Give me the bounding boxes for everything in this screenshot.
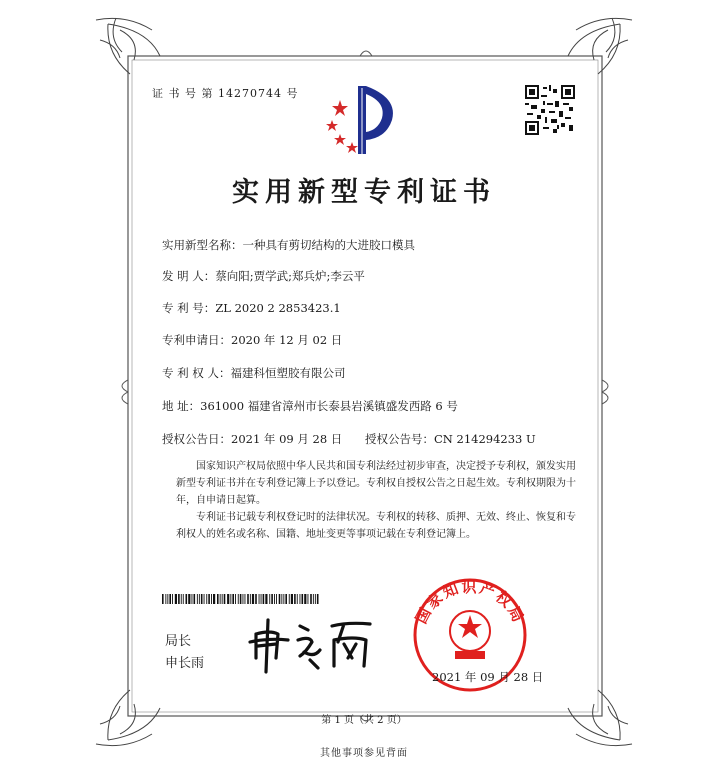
field-label: 授权公告号：	[365, 432, 434, 446]
field-filing-date	[162, 332, 342, 348]
field-label: 地 址：	[162, 399, 201, 413]
handwritten-signature-icon	[248, 612, 378, 674]
field-value: 2021 年 09 月 28 日	[231, 432, 343, 446]
field-label: 专 利 号：	[162, 301, 216, 315]
certificate-number: 证 书 号 第 14270744 号	[152, 87, 299, 100]
field-value: 一种具有剪切结构的大进胶口模具	[242, 238, 415, 252]
field-value: 福建科恒塑胶有限公司	[230, 366, 346, 380]
cnipa-logo-icon	[318, 80, 404, 156]
field-patent-number	[162, 300, 341, 316]
field-value: ZL 2020 2 2853423.1	[215, 301, 341, 315]
barcode-icon	[162, 594, 320, 604]
field-label: 实用新型名称：	[162, 238, 243, 252]
seal-date: 2021 年 09 月 28 日	[432, 670, 544, 684]
field-value: 蔡向阳;贾学武;郑兵炉;李云平	[215, 269, 365, 283]
paragraph-grant-statement: 国家知识产权局依照中华人民共和国专利法经过初步审查，决定授予专利权，颁发实用新型专利证书并在专利登记簿上予以登记。专利权自授权公告之日起生效。专利权期限为十年，自申请日起算。	[176, 461, 576, 506]
field-label: 专 利 权 人：	[162, 366, 231, 380]
field-label: 发 明 人：	[162, 269, 216, 283]
page-indicator: 第 1 页（共 2 页）	[321, 715, 407, 726]
qr-code-icon	[525, 85, 575, 135]
field-grant-number	[365, 431, 536, 447]
field-label: 专利申请日：	[162, 333, 231, 347]
field-value: 361000 福建省漳州市长泰县岩溪镇盛发西路 6 号	[200, 399, 458, 413]
footer-note: 其他事项参见背面	[320, 748, 408, 759]
ornament-top-right	[568, 18, 632, 74]
svg-text:国家知识产权局: 国家知识产权局	[412, 578, 528, 627]
field-grant-date	[162, 431, 342, 447]
field-address	[162, 398, 458, 414]
field-label: 授权公告日：	[162, 432, 231, 446]
field-inventor	[162, 268, 365, 284]
field-utility-model-name	[162, 237, 415, 253]
field-value: CN 214294233 U	[434, 432, 536, 446]
director-title: 局长	[165, 634, 192, 649]
field-value: 2020 年 12 月 02 日	[231, 333, 343, 347]
paragraph-legal-status: 专利证书记载专利权登记时的法律状况。专利权的转移、质押、无效、终止、恢复和专利权人的姓名或名称、国籍、地址变更等事项记载在专利登记簿上。	[176, 512, 576, 540]
field-patent-owner	[162, 365, 345, 381]
director-name: 申长雨	[165, 656, 205, 671]
certificate-title: 实用新型专利证书	[232, 177, 496, 208]
